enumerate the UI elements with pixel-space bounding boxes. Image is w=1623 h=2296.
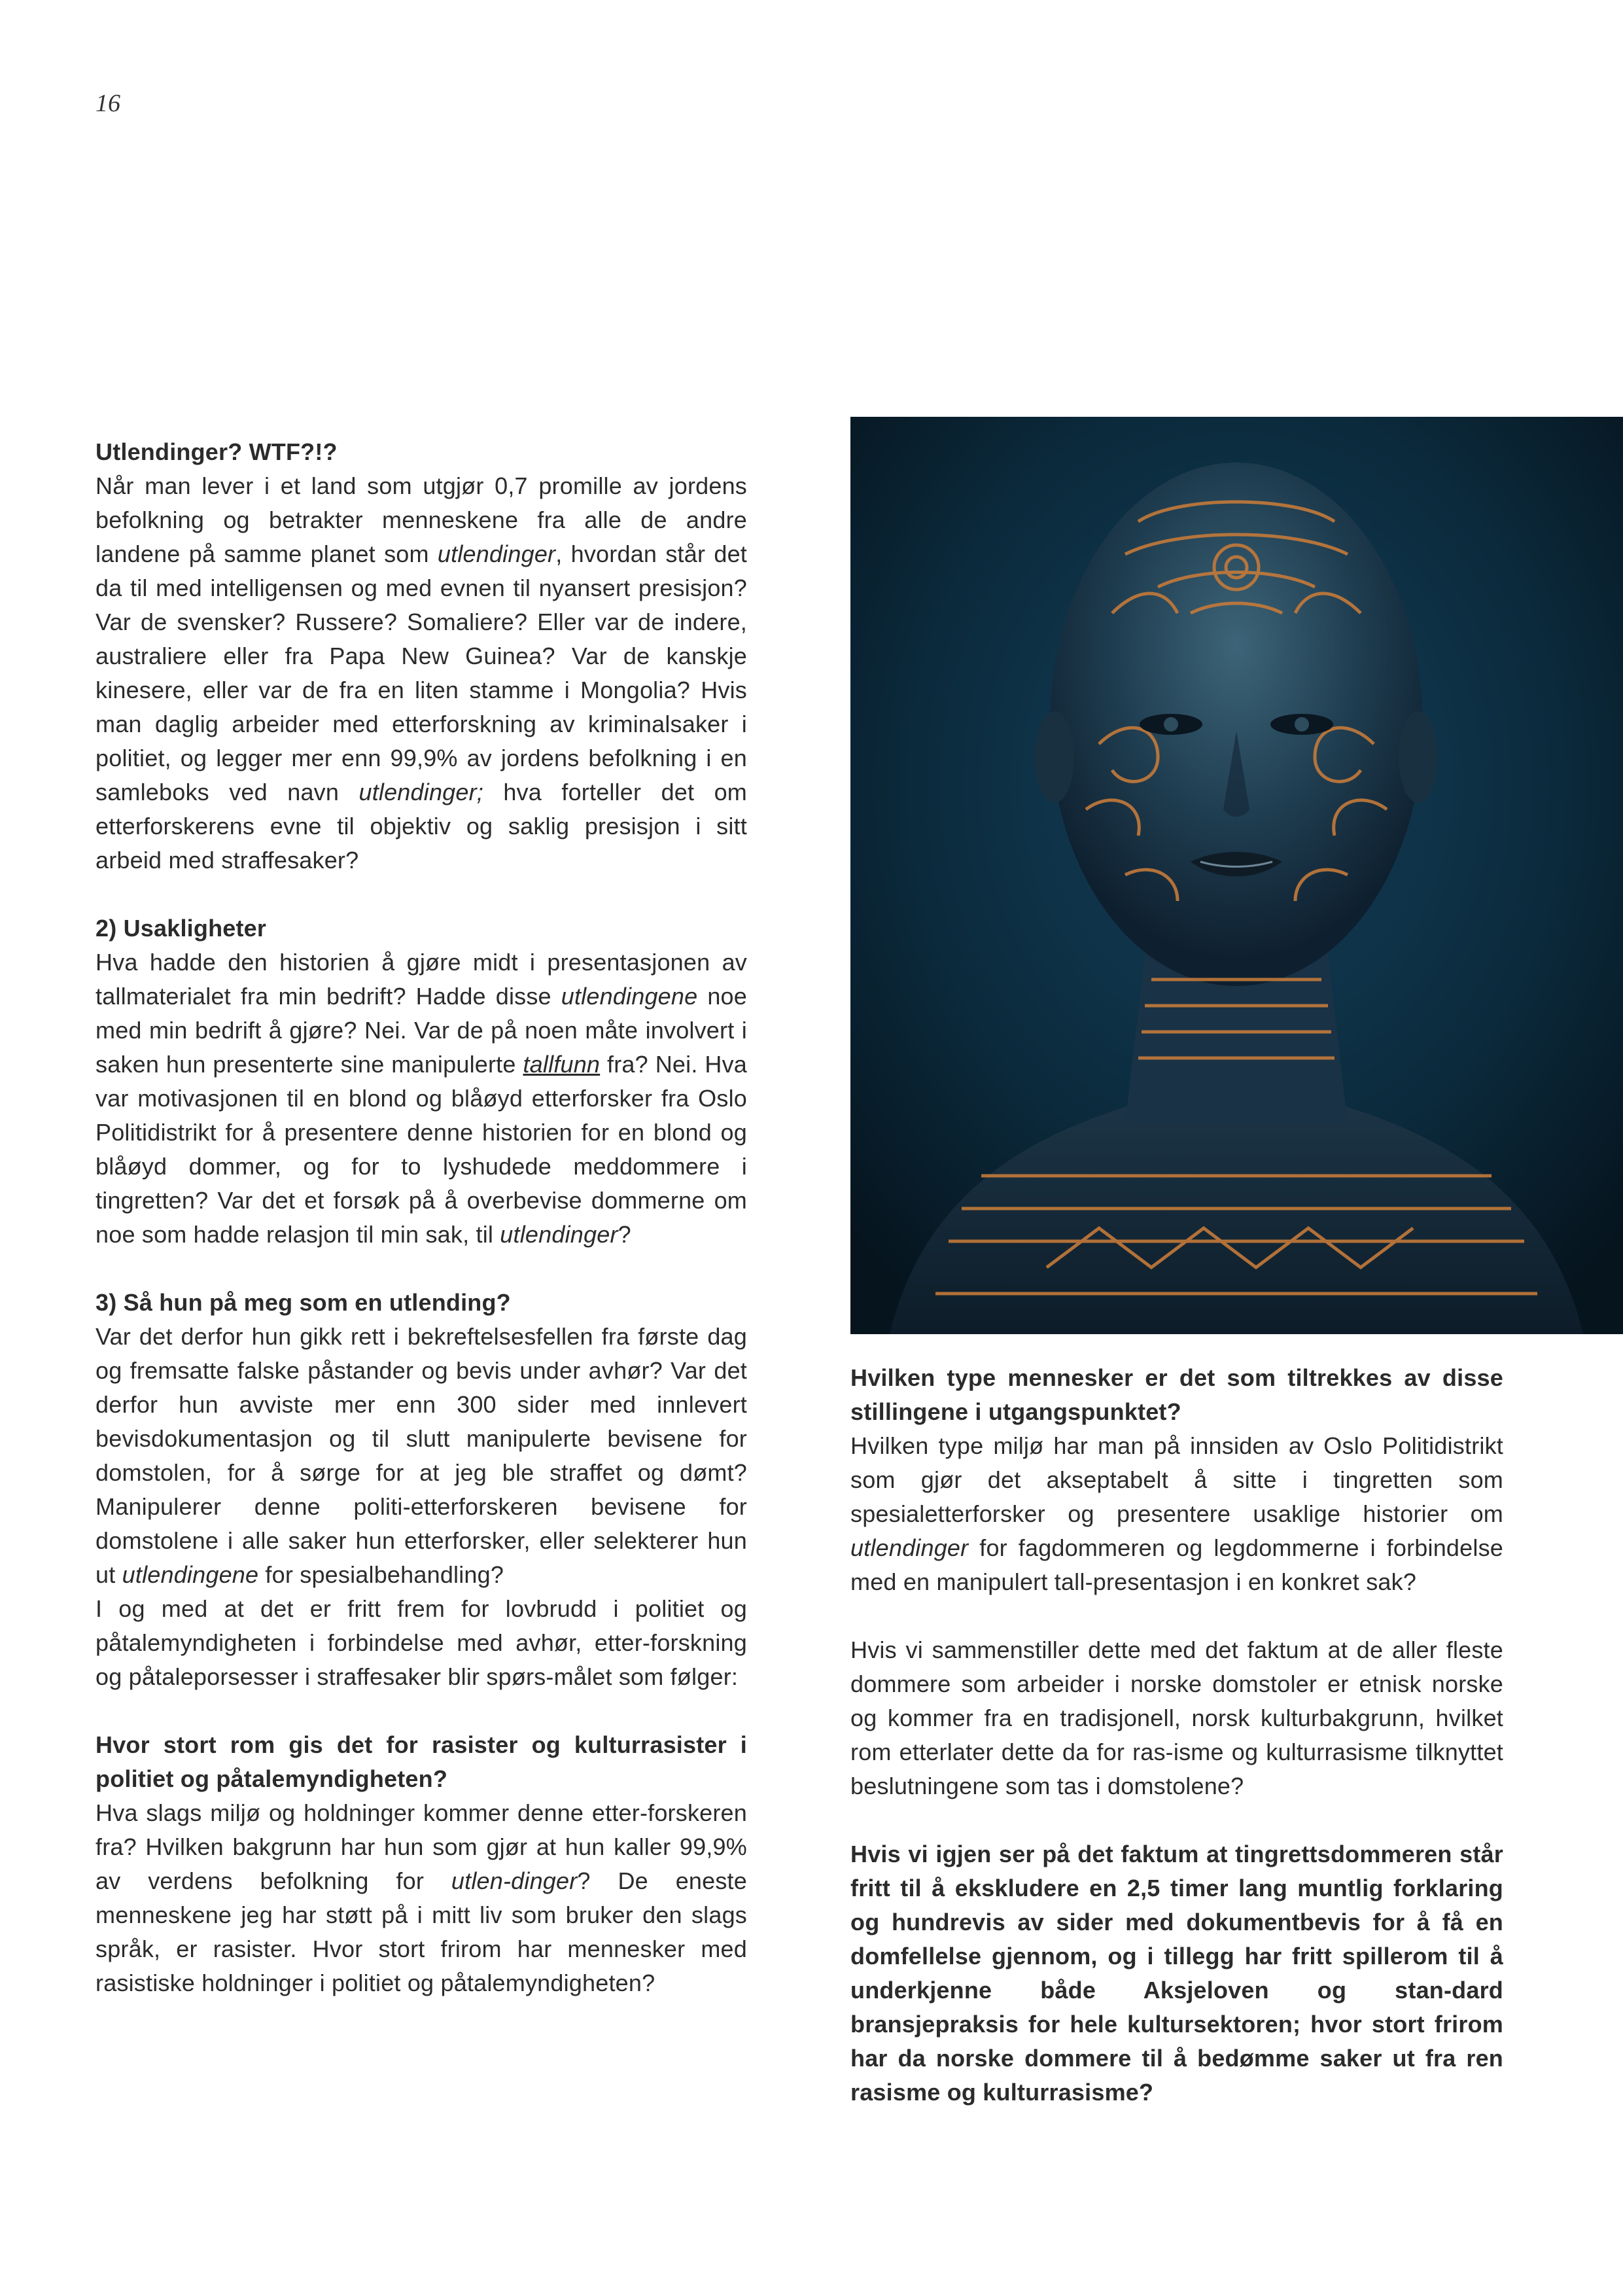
- page-number: 16: [96, 90, 120, 117]
- section-heading: 3) Så hun på meg som en utlending?: [96, 1289, 511, 1316]
- text-run: ? De eneste menneskene jeg har støtt på i mitt liv som bruker den slags språk, er rasister. Hvor stort frirom har mennesker med rasistiske holdninger i politiet og påtalemyndigheten?: [96, 1867, 747, 1996]
- text-run: Hva slags miljø og holdninger kommer denne etter-forskeren fra? Hvilken bakgrunn har hun som gjør at hun kaller 99,9% av verdens befolkning for: [96, 1799, 747, 1894]
- paragraph: [96, 945, 747, 1252]
- paragraph: I og med at det er fritt frem for lovbrudd i politiet og påtalemyndigheten i forbindelse med avhør, etter-forskning og påtaleporsesser i straffesaker blir spørs-målet som følger:: [96, 1595, 747, 1690]
- text-run: fra? Nei. Hva var motivasjonen til en blond og blåøyd etterforsker fra Oslo Politidistrikt for å presentere denne historien for en blond og blåøyd dommer, og for to lyshudede meddommere i tingretten? Var det et forsøk på å overbevise dommerne om noe som hadde relasjon til min sak, til: [96, 1051, 747, 1248]
- underlined-emphasis: tallfunn: [523, 1051, 601, 1078]
- text-run: Hvilken type miljø har man på innsiden av Oslo Politidistrikt som gjør det akseptabelt å sitte i tingretten som spesialetterforsker og presentere usaklige historier om: [850, 1432, 1503, 1527]
- text-run: ?: [618, 1221, 631, 1248]
- portrait-image: [850, 417, 1623, 1334]
- text-run: noe med min bedrift å gjøre? Nei. Var de på noen måte involvert i saken hun presenterte sine manipulerte: [96, 983, 747, 1078]
- text-run: , hvordan står det da til med intelligensen og med evnen til nyansert presisjon? Var de svensker? Russere? Somaliere? Eller var de indere, australiere eller fra Papa New Guinea? Var de kanskje kinesere, eller var de fra en liten stamme i Mongolia? Hvis man daglig arbeider med etterforskning av kriminalsaker i politiet, og legger mer enn 99,9% av jordens befolkning i en samleboks ved navn: [96, 540, 747, 805]
- paragraph: [850, 1429, 1503, 1599]
- section-heading: 2) Usakligheter: [96, 915, 267, 942]
- emphasis: utlendingene: [122, 1561, 259, 1588]
- emphasis: utlendinger: [850, 1534, 969, 1561]
- text-run: Hva hadde den historien å gjøre midt i presentasjonen av tallmaterialet fra min bedrift? Hadde disse: [96, 949, 747, 1010]
- emphasis: utlen-dinger: [451, 1867, 578, 1894]
- bold-paragraph: Hvis vi igjen ser på det faktum at tingrettsdommeren står fritt til å ekskludere en 2,5 timer lang muntlig forklaring og hundrevis av sider med dokumentbevis for å få en domfellelse gjennom, og i tillegg har fritt spillerom til å underkjenne både Aksjeloven og stan-dard bransjepraksis for hele kultursektoren; hvor stort frirom har da norske dommere til å bedømme saker ut fra ren rasisme og kulturrasisme?: [850, 1841, 1503, 2106]
- emphasis: utlendinger: [437, 540, 556, 567]
- paragraph: [96, 1796, 747, 2000]
- text-run: Var det derfor hun gikk rett i bekreftelsesfellen fra første dag og fremsatte falske påstander og bevis under avhør? Var det derfor hun avviste mer enn 300 sider med innlevert bevisdokumentasjon og til slutt manipulerte bevisene for domstolen, for å sørge for at jeg ble straffet og dømt? Manipulerer denne politi-etterforskeren bevisene for domstolene i alle saker hun etterforsker, eller selekterer hun ut: [96, 1323, 747, 1588]
- text-run: for fagdommeren og legdommerne i forbindelse med en manipulert tall-presentasjon i en konkret sak?: [850, 1534, 1503, 1595]
- section-heading: Utlendinger? WTF?!?: [96, 438, 338, 465]
- portrait-illustration: [850, 417, 1623, 1334]
- paragraph: [96, 469, 747, 877]
- section-heading: Hvilken type mennesker er det som tiltrekkes av disse stillingene i utgangspunktet?: [850, 1364, 1503, 1425]
- emphasis: utlendingene: [561, 983, 698, 1010]
- left-column: [96, 435, 747, 2000]
- paragraph: Hvis vi sammenstiller dette med det faktum at de aller fleste dommere som arbeider i norske domstoler er etnisk norske og kommer fra en tradisjonell, norsk kulturbakgrunn, hvilket rom etterlater dette da for ras-isme og kulturrasisme tilknyttet beslutningene som tas i domstolene?: [850, 1636, 1503, 1799]
- section-heading: Hvor stort rom gis det for rasister og kulturrasister i politiet og påtalemyndigheten?: [96, 1731, 747, 1792]
- emphasis: utlendinger: [500, 1221, 618, 1248]
- text-run: for spesialbehandling?: [258, 1561, 504, 1588]
- emphasis: utlendinger;: [358, 779, 484, 805]
- text-run: hva forteller det om etterforskerens evne til objektiv og saklig presisjon i sitt arbeid med straffesaker?: [96, 779, 747, 874]
- text-run: Når man lever i et land som utgjør 0,7 promille av jordens befolkning og betrakter menneskene fra alle de andre landene på samme planet som: [96, 472, 747, 567]
- paragraph: [96, 1320, 747, 1592]
- right-column: [850, 1361, 1503, 2110]
